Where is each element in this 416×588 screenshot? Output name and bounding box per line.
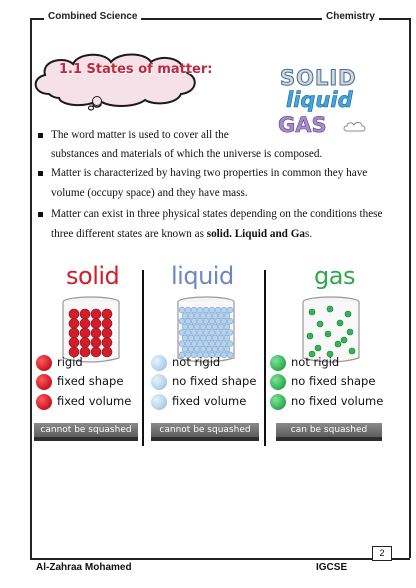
solid-column — [36, 262, 140, 452]
bullet-3-line-2 — [51, 225, 312, 244]
solid-particle — [69, 338, 79, 348]
gas-particle — [349, 348, 355, 354]
solid-particle — [102, 328, 112, 338]
liquid-particle — [218, 313, 224, 319]
gas-particle — [337, 320, 343, 326]
gas-particle — [325, 331, 331, 337]
gas-particle — [335, 341, 341, 347]
footer-author: Al-Zahraa Mohamed — [36, 562, 132, 573]
gas-property-label: no fixed volume — [291, 394, 384, 408]
liquid-property-label: fixed volume — [172, 394, 247, 408]
logo-gas-word: GAS — [278, 113, 327, 137]
liquid-particle — [182, 335, 188, 341]
liquid-particle — [188, 346, 194, 352]
liquid-particle — [224, 324, 230, 330]
solid-particle — [102, 309, 112, 319]
gas-particle — [315, 345, 321, 351]
liquid-particle — [197, 341, 203, 347]
liquid-particle — [206, 346, 212, 352]
liquid-particle — [197, 318, 203, 324]
header-left-label: Combined Science — [44, 11, 141, 22]
solid-particle — [102, 347, 112, 357]
liquid-particle — [212, 313, 218, 319]
gas-particle — [341, 337, 347, 343]
liquid-particle — [197, 330, 203, 336]
liquid-particle — [188, 324, 194, 330]
liquid-particle — [215, 307, 221, 313]
liquid-particle — [179, 318, 185, 324]
liquid-dot-icon — [151, 355, 167, 371]
liquid-particle — [224, 313, 230, 319]
liquid-particle — [185, 307, 191, 313]
bullet-2-line-1: Matter is characterized by having two properties in common they have — [51, 167, 368, 179]
solid-dot-icon — [36, 394, 52, 410]
solid-particle — [80, 338, 90, 348]
solid-particle — [91, 338, 101, 348]
liquid-particle — [194, 335, 200, 341]
liquid-particle — [191, 330, 197, 336]
liquid-particle — [194, 313, 200, 319]
liquid-particle — [203, 330, 209, 336]
footer-course: IGCSE — [316, 562, 348, 573]
logo-solid-word: SOLID — [280, 66, 357, 90]
solid-particle — [69, 309, 79, 319]
liquid-footer-bar: cannot be squashed — [151, 423, 259, 437]
liquid-particle — [209, 341, 215, 347]
solid-particle — [91, 347, 101, 357]
header-right-label: Chemistry — [322, 11, 379, 22]
bullet-marker — [38, 133, 43, 138]
liquid-particle — [227, 318, 233, 324]
liquid-particle — [200, 335, 206, 341]
column-divider — [142, 270, 144, 446]
liquid-particle — [221, 341, 227, 347]
liquid-particle — [203, 307, 209, 313]
right-border — [409, 18, 411, 558]
liquid-particle — [200, 313, 206, 319]
liquid-particle — [215, 341, 221, 347]
solid-particle — [80, 319, 90, 329]
liquid-particle — [221, 352, 227, 358]
liquid-particle — [212, 324, 218, 330]
bar-shadow — [151, 437, 259, 441]
liquid-particle — [182, 324, 188, 330]
bar-shadow — [34, 437, 138, 441]
liquid-particle — [185, 330, 191, 336]
liquid-particle — [227, 330, 233, 336]
bullet-marker — [38, 171, 43, 176]
liquid-particle — [185, 318, 191, 324]
liquid-property-label: not rigid — [172, 355, 221, 369]
cloud-shape — [27, 48, 207, 112]
solid-particle — [69, 328, 79, 338]
gas-particle — [345, 311, 351, 317]
gas-column — [270, 262, 388, 452]
liquid-particle — [200, 324, 206, 330]
solid-particle — [102, 319, 112, 329]
liquid-particle — [191, 318, 197, 324]
section-heading: 1.1 States of matter: — [59, 62, 213, 77]
liquid-particle — [197, 307, 203, 313]
logo-cloud-icon — [342, 120, 368, 134]
gas-particle — [309, 309, 315, 315]
liquid-dot-icon — [151, 374, 167, 390]
liquid-particle — [191, 341, 197, 347]
mini-figure-icon — [92, 96, 102, 106]
solid-dot-icon — [36, 355, 52, 371]
liquid-particle — [209, 307, 215, 313]
page-number-badge: 2 — [372, 546, 392, 561]
liquid-particle — [227, 341, 233, 347]
bullet-3-line-1: Matter can exist in three physical states depending on the conditions these — [51, 208, 383, 220]
bullet-1-line-1: The word matter is used to cover all the — [51, 129, 229, 141]
liquid-particle — [182, 313, 188, 319]
liquid-particle — [218, 335, 224, 341]
liquid-particle — [212, 335, 218, 341]
solid-property-label: fixed shape — [57, 374, 124, 388]
solid-property-label: fixed volume — [57, 394, 132, 408]
gas-property-label: no fixed shape — [291, 374, 376, 388]
solid-particle — [91, 309, 101, 319]
solid-footer-bar: cannot be squashed — [34, 423, 138, 437]
liquid-particle — [221, 330, 227, 336]
liquid-particle — [206, 313, 212, 319]
liquid-title: liquid — [171, 262, 234, 290]
liquid-particle — [221, 318, 227, 324]
bullet-3-line-2-suffix: s. — [305, 228, 313, 240]
liquid-particle — [218, 324, 224, 330]
states-word-logo — [276, 66, 386, 142]
solid-dot-icon — [36, 374, 52, 390]
solid-particle — [69, 319, 79, 329]
liquid-particle — [203, 341, 209, 347]
solid-particle — [80, 309, 90, 319]
solid-particle — [91, 328, 101, 338]
gas-particle — [307, 333, 313, 339]
liquid-particle — [179, 307, 185, 313]
gas-title: gas — [314, 262, 355, 290]
liquid-dot-icon — [151, 394, 167, 410]
solid-title: solid — [66, 262, 120, 290]
gas-particle — [317, 321, 323, 327]
gas-dot-icon — [270, 394, 286, 410]
liquid-column — [151, 262, 263, 452]
liquid-particle — [194, 346, 200, 352]
liquid-particle — [206, 335, 212, 341]
liquid-particle — [227, 352, 233, 358]
logo-liquid-word: liquid — [286, 88, 353, 112]
solid-particle — [80, 328, 90, 338]
liquid-property-label: no fixed shape — [172, 374, 257, 388]
solid-particle — [91, 319, 101, 329]
liquid-particle — [209, 330, 215, 336]
bullet-3-line-2-bold: solid. Liquid and Ga — [206, 228, 305, 240]
liquid-particle — [215, 318, 221, 324]
liquid-particle — [209, 318, 215, 324]
liquid-particle — [221, 307, 227, 313]
liquid-particle — [206, 324, 212, 330]
section-heading-cloud — [27, 48, 213, 112]
liquid-particle — [200, 346, 206, 352]
gas-dot-icon — [270, 374, 286, 390]
liquid-particle — [203, 318, 209, 324]
liquid-particle — [188, 335, 194, 341]
gas-footer-bar: can be squashed — [276, 423, 382, 437]
gas-particle — [327, 306, 333, 312]
liquid-particle — [185, 341, 191, 347]
bar-shadow — [276, 437, 382, 441]
liquid-particle — [227, 307, 233, 313]
gas-dot-icon — [270, 355, 286, 371]
footer-rule — [30, 558, 410, 560]
bullet-marker — [38, 212, 43, 217]
liquid-particle — [212, 346, 218, 352]
liquid-particle — [224, 346, 230, 352]
liquid-particle — [182, 346, 188, 352]
liquid-particle — [194, 324, 200, 330]
liquid-particle — [224, 335, 230, 341]
solid-particle — [102, 338, 112, 348]
gas-particle — [347, 329, 353, 335]
liquid-particle — [218, 346, 224, 352]
liquid-particle — [179, 330, 185, 336]
liquid-particle — [215, 330, 221, 336]
bullet-3-line-2-prefix: three different states are known as — [51, 228, 207, 240]
bullet-1-line-2: substances and materials of which the universe is composed. — [51, 148, 323, 160]
gas-property-label: not rigid — [291, 355, 340, 369]
column-divider — [264, 270, 266, 446]
bullet-2-line-2: volume (occupy space) and they have mass. — [51, 187, 248, 199]
liquid-particle — [191, 307, 197, 313]
liquid-particle — [188, 313, 194, 319]
solid-property-label: rigid — [57, 355, 83, 369]
liquid-particle — [179, 341, 185, 347]
